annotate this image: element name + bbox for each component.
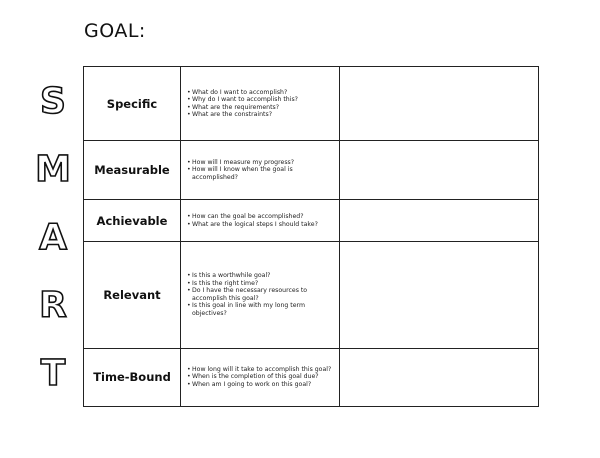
question-item: • What are the requirements? — [187, 104, 335, 112]
questions-measurable — [181, 141, 340, 199]
question-item: • Do I have the necessary resources to accomplish this goal? — [187, 287, 335, 302]
question-item: • Is this goal in line with my long term objectives? — [187, 302, 335, 317]
questions-specific — [181, 67, 340, 141]
question-item: • How long will it take to accomplish this goal? — [187, 366, 335, 374]
row-relevant — [84, 242, 539, 348]
answer-cell-specific[interactable] — [340, 67, 539, 141]
label-relevant: Relevant — [84, 242, 181, 348]
answer-cell-achievable[interactable] — [340, 199, 539, 241]
letter-t: T — [40, 352, 66, 394]
row-time-bound — [84, 348, 539, 406]
answer-cell-relevant[interactable] — [340, 242, 539, 348]
question-item: • When is the completion of this goal due? — [187, 373, 335, 381]
question-item: • How can the goal be accomplished? — [187, 213, 335, 221]
goal-title: GOAL: — [84, 20, 146, 42]
smart-goal-table — [83, 66, 539, 407]
question-item: • What are the constraints? — [187, 111, 335, 119]
answer-cell-time-bound[interactable] — [340, 348, 539, 406]
question-item: • What do I want to accomplish? — [187, 89, 335, 97]
questions-relevant — [181, 242, 340, 348]
label-time-bound: Time-Bound — [84, 348, 181, 406]
letter-a: A — [39, 216, 67, 258]
letter-m: M — [35, 148, 71, 190]
row-specific — [84, 67, 539, 141]
question-item: • Is this a worthwhile goal? — [187, 272, 335, 280]
letter-s: S — [40, 80, 66, 122]
label-measurable: Measurable — [84, 141, 181, 199]
question-item: • How will I know when the goal is accomplished? — [187, 166, 335, 181]
question-item: • When am I going to work on this goal? — [187, 381, 335, 389]
question-item: • How will I measure my progress? — [187, 159, 335, 167]
questions-time-bound — [181, 348, 340, 406]
label-specific: Specific — [84, 67, 181, 141]
questions-achievable — [181, 199, 340, 241]
letter-r: R — [39, 284, 67, 326]
row-measurable — [84, 141, 539, 199]
question-item: • Is this the right time? — [187, 280, 335, 288]
row-achievable — [84, 199, 539, 241]
label-achievable: Achievable — [84, 199, 181, 241]
question-item: • What are the logical steps I should take? — [187, 221, 335, 229]
answer-cell-measurable[interactable] — [340, 141, 539, 199]
question-item: • Why do I want to accomplish this? — [187, 96, 335, 104]
